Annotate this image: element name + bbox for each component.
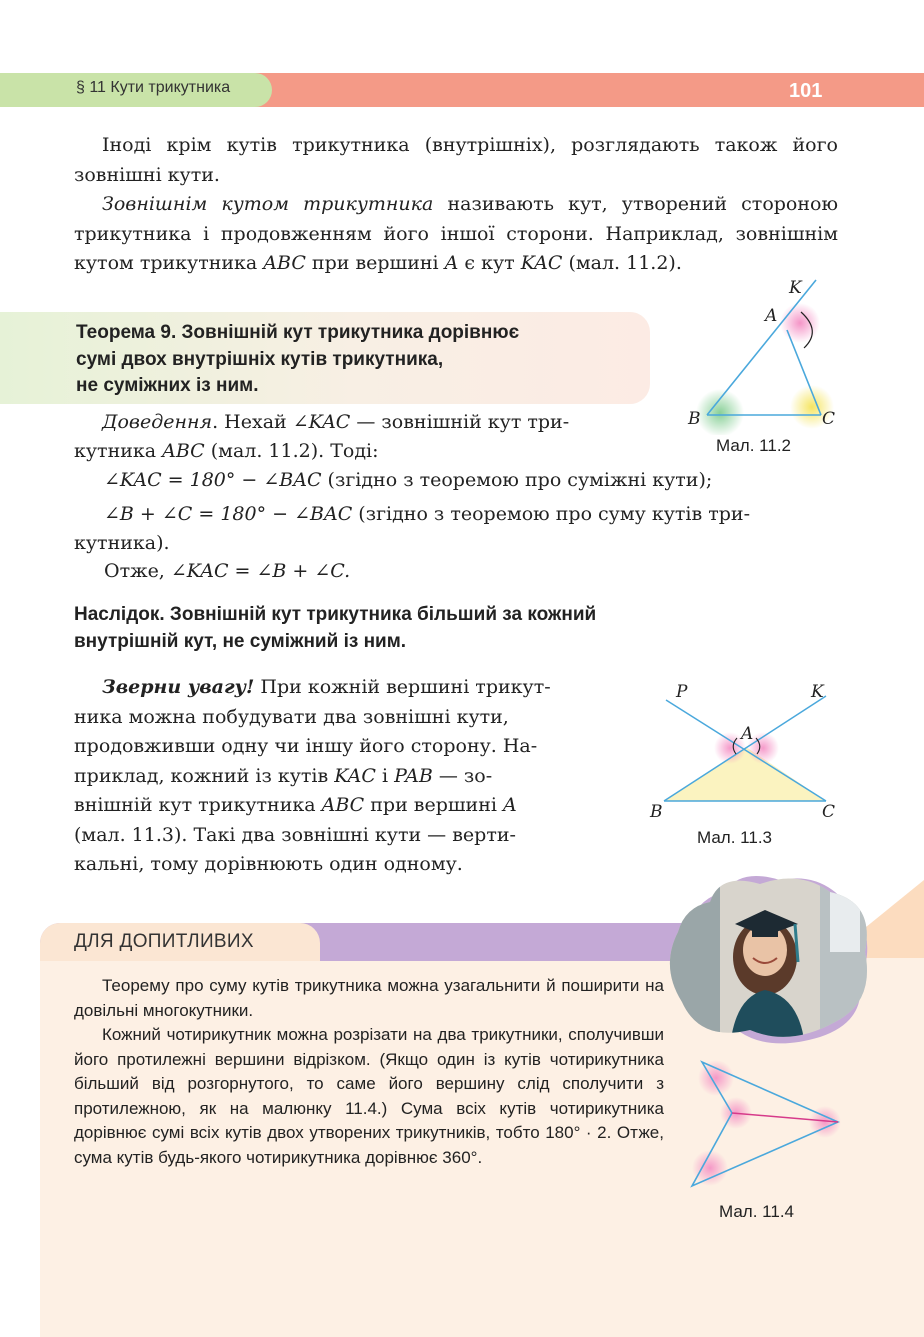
- curious-paragraph-1: Теорему про суму кутів трикутника можна узагальнити й поширити на довільні многокутники.: [74, 976, 664, 1020]
- definition-paragraph: Зовнішнім кутом трикутника називають кут, утворений стороною трикутника і продовженням його іншої сторони. Наприклад, зовнішнім кутом трикутника ABC при вершині A є кут KAC (мал. 11.2).: [74, 193, 839, 274]
- curious-title: ДЛЯ ДОПИТЛИВИХ: [74, 931, 254, 952]
- section-title: § 11 Кути трикутника: [76, 79, 231, 96]
- fig1-label-c: C: [822, 409, 836, 429]
- definition-term: Зовнішнім кутом трикутника: [102, 193, 434, 215]
- fig2-label-k: K: [811, 682, 824, 702]
- intro-paragraph-1: Іноді крім кутів трикутника (внутрішніх), розглядають також його зовнішні кути.: [74, 134, 838, 186]
- formula-2-cont: кутника).: [74, 532, 170, 554]
- fig2-label-p: P: [676, 682, 688, 702]
- corollary-line-2: внутрішній кут, не суміжний із ним.: [74, 631, 407, 652]
- fig1-label-k: K: [789, 278, 802, 298]
- fig3-caption: Мал. 11.4: [719, 1202, 794, 1221]
- proof-line-2: кутника ABC (мал. 11.2). Тоді:: [74, 440, 379, 462]
- fig2-label-a: A: [741, 724, 754, 744]
- fig2-label-b: B: [650, 802, 663, 822]
- theorem-line-1: Теорема 9. Зовнішній кут трикутника дорівнює: [76, 322, 520, 343]
- formula-1: ∠KAC = 180° − ∠BAC (згідно з теоремою про суміжні кути);: [104, 469, 713, 491]
- formula-2: ∠B + ∠C = 180° − ∠BAC (згідно з теоремою про суму кутів три-: [104, 503, 750, 525]
- curious-paragraph-2: Кожний чотирикутник можна розрізати на два трикутники, сполучивши його протилежні вершини відрізком. (Якщо один із кутів чотирикутника більший від розгорнутого, то саме його вершину слід сполучити з протилежною, як на малюнку 11.4.) Сума всіх кутів чотирикутника дорівнює сумі всіх кутів двох утворених трикутників, тобто 180° · 2. Отже, сума кутів будь-якого чотирикутника дорівнює 360°.: [74, 1025, 664, 1167]
- formula-3: Отже, ∠KAC = ∠B + ∠C.: [104, 560, 351, 582]
- theorem-line-2: сумі двох внутрішніх кутів трикутника,: [76, 348, 444, 370]
- fig2-caption: Мал. 11.3: [697, 828, 772, 847]
- angle-kac-shade: [780, 303, 820, 343]
- curious-text: [74, 974, 664, 1170]
- student-photo: [660, 872, 880, 1047]
- angle-b-shade: [696, 389, 744, 435]
- figure-11-3: [650, 690, 850, 810]
- triangle-abc-fill: [664, 747, 826, 801]
- fig1-label-b: B: [688, 409, 701, 429]
- corollary: [74, 601, 834, 655]
- figure-11-4: [680, 1050, 850, 1200]
- note-label: Зверни увагу!: [102, 676, 255, 698]
- fig1-label-a: A: [765, 306, 778, 326]
- note-paragraph: Зверни увагу! При кожній вершині трикут- ника можна побудувати два зовнішні кути, продовживши одну чи іншу його сторону. На- приклад, кожний із кутів KAC і PAB — зо- внішній кут трикутника ABC при вершині A (мал. 11.3). Такі два зовнішні кути — верти- кальні, тому дорівнюють один одному.: [74, 676, 551, 875]
- fig2-label-c: C: [822, 802, 836, 822]
- quad-angle-shade-4: [692, 1150, 728, 1186]
- theorem-line-3: не суміжних із ним.: [76, 375, 259, 396]
- theorem-box: [76, 320, 656, 400]
- header-bar: [250, 73, 924, 107]
- fig1-caption: Мал. 11.2: [716, 436, 791, 455]
- corollary-line-1: Наслідок. Зовнішній кут трикутника більший за кожний: [74, 604, 597, 625]
- proof-line-1: Доведення. Нехай ∠KAC — зовнішній кут три-: [102, 411, 570, 433]
- page-number: 101: [789, 80, 823, 102]
